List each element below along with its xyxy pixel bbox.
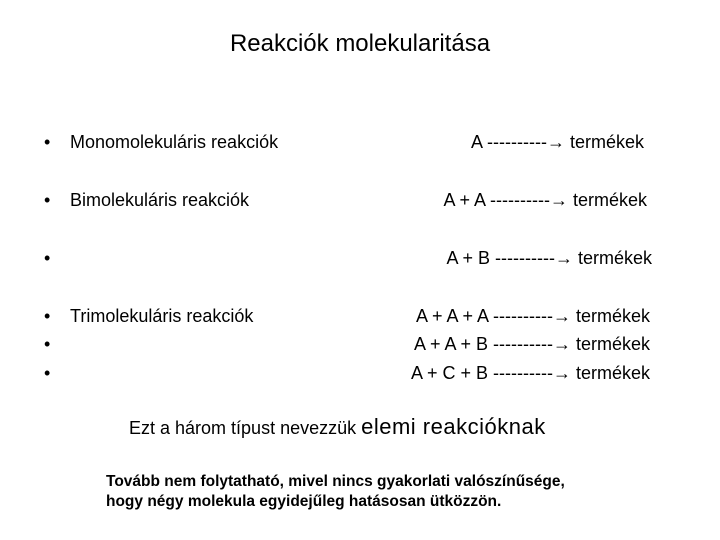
equation-lhs: A ---------- [471, 132, 547, 152]
summary-emphasis: elemi reakcióknak [361, 414, 546, 439]
reaction-equation [443, 190, 647, 210]
equation-rhs: termékek [570, 363, 650, 383]
reaction-equation [471, 132, 644, 152]
bullet-icon: • [44, 132, 51, 152]
bullet-icon: • [44, 306, 51, 326]
equation-rhs: termékek [570, 306, 650, 326]
summary-prefix: Ezt a három típust nevezzük [129, 418, 362, 438]
summary-text [129, 414, 546, 440]
bullet-icon: • [44, 248, 51, 268]
equation-rhs: termékek [564, 132, 644, 152]
equation-lhs: A + A + A ---------- [415, 306, 553, 326]
equation-rhs: termékek [567, 190, 647, 210]
bullet-icon: • [44, 363, 51, 383]
equation-lhs: A + A ---------- [443, 190, 550, 210]
bullet-icon: • [44, 190, 51, 210]
reaction-equation [414, 334, 650, 354]
footnote-line: hogy négy molekula egyidejűleg hatásosan ütközzön. [106, 493, 502, 510]
arrow-icon: → [552, 334, 571, 354]
page-title: Reakciók molekularitása [229, 30, 491, 57]
equation-rhs: termékek [572, 248, 652, 268]
footnote-line: Tovább nem folytatható, mivel nincs gyakorlati valószínűsége, [106, 473, 565, 490]
reaction-equation [416, 306, 650, 326]
arrow-icon: → [552, 363, 571, 383]
equation-lhs: A + B ---------- [446, 248, 555, 268]
bullet-icon: • [44, 334, 51, 354]
row-label: Bimolekuláris reakciók [70, 190, 250, 210]
row-label: Monomolekuláris reakciók [70, 132, 279, 152]
equation-lhs: A + C + B ---------- [410, 363, 553, 383]
footnote [106, 472, 666, 512]
row-label: Trimolekuláris reakciók [70, 306, 254, 326]
arrow-icon: → [552, 306, 571, 326]
reaction-equation [446, 248, 652, 268]
arrow-icon: → [546, 132, 565, 152]
arrow-icon: → [549, 190, 568, 210]
reaction-equation [411, 363, 650, 383]
arrow-icon: → [554, 248, 573, 268]
equation-lhs: A + A + B ---------- [413, 334, 553, 354]
equation-rhs: termékek [570, 334, 650, 354]
